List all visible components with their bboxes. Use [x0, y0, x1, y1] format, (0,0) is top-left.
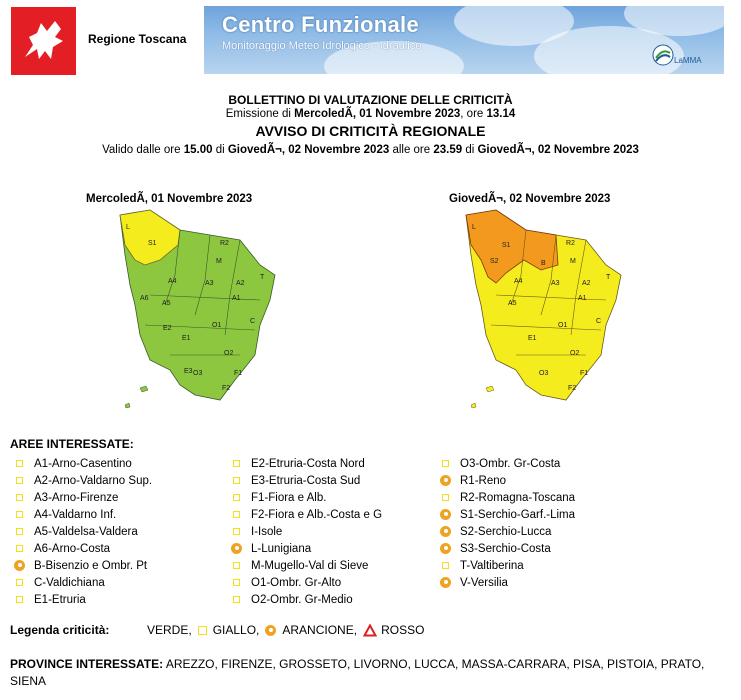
- svg-text:M: M: [216, 258, 222, 265]
- orange-circle-icon: [440, 577, 452, 589]
- area-label: R2-Romagna-Toscana: [460, 491, 576, 504]
- yellow-square-icon: [14, 475, 26, 487]
- area-label: E1-Etruria: [34, 593, 86, 606]
- island: [140, 386, 148, 392]
- validity-line: Valido dalle ore 15.00 di GiovedÃ¬, 02 Novembre 2023 alle ore 23.59 di GiovedÃ¬, 02 Novembre 2023: [102, 144, 639, 156]
- area-label: F1-Fiora e Alb.: [251, 491, 327, 504]
- svg-text:R2: R2: [220, 240, 229, 247]
- yellow-square-icon: [231, 577, 243, 589]
- banner-subtitle: Monitoraggio Meteo Idrologico - Idraulico: [222, 40, 422, 52]
- area-item: [14, 591, 152, 608]
- area-item: [231, 591, 382, 608]
- area-label: T-Valtiberina: [460, 559, 524, 572]
- orange-circle-icon: [440, 475, 452, 487]
- area-label: V-Versilia: [460, 576, 508, 589]
- svg-text:O3: O3: [539, 370, 549, 377]
- lamma-icon: [652, 44, 674, 66]
- svg-text:A2: A2: [236, 280, 245, 287]
- svg-text:A1: A1: [232, 295, 241, 302]
- area-item: [440, 472, 575, 489]
- yellow-square-icon: [231, 492, 243, 504]
- area-item: [14, 523, 152, 540]
- area-label: B-Bisenzio e Ombr. Pt: [34, 559, 148, 572]
- svg-text:C: C: [596, 318, 602, 325]
- svg-text:O1: O1: [212, 322, 222, 329]
- areas-column-2: [231, 455, 382, 608]
- area-item: [231, 506, 382, 523]
- legend-label: Legenda criticità:: [10, 623, 110, 637]
- area-item: [440, 506, 575, 523]
- banner-title: Centro Funzionale: [222, 12, 419, 37]
- svg-text:C: C: [250, 318, 256, 325]
- yellow-square-icon: [14, 543, 26, 555]
- svg-text:A4: A4: [514, 278, 523, 285]
- area-item: [231, 489, 382, 506]
- area-label: A5-Valdelsa-Valdera: [34, 525, 138, 538]
- legend-verde: VERDE,: [147, 623, 192, 637]
- svg-text:E2: E2: [163, 325, 172, 332]
- svg-text:T: T: [606, 274, 611, 281]
- island: [486, 386, 494, 392]
- provinces-list: AREZZO, FIRENZE, GROSSETO, LIVORNO, LUCCA, MASSA-CARRARA, PISA, PISTOIA, PRATO, SIENA: [10, 657, 705, 688]
- yellow-square-icon: [231, 594, 243, 606]
- svg-text:O3: O3: [193, 370, 203, 377]
- svg-text:A5: A5: [508, 300, 517, 307]
- area-label: A2-Arno-Valdarno Sup.: [34, 474, 153, 487]
- legend-items: [147, 623, 424, 637]
- pegasus-icon: [11, 7, 76, 75]
- svg-text:O2: O2: [570, 350, 580, 357]
- orange-circle-icon: [265, 625, 276, 636]
- svg-text:A5: A5: [162, 300, 171, 307]
- area-label: O2-Ombr. Gr-Medio: [251, 593, 353, 606]
- svg-text:B: B: [541, 260, 546, 267]
- yellow-square-icon: [440, 560, 452, 572]
- area-label: E3-Etruria-Costa Sud: [251, 474, 361, 487]
- area-label: A4-Valdarno Inf.: [34, 508, 117, 521]
- svg-text:E1: E1: [182, 335, 191, 342]
- area-item: [231, 523, 382, 540]
- svg-text:T: T: [260, 274, 265, 281]
- lamma-label: LaMMA: [674, 56, 702, 65]
- yellow-square-icon: [231, 560, 243, 572]
- svg-text:S1: S1: [502, 242, 511, 249]
- yellow-square-icon: [14, 492, 26, 504]
- svg-text:F2: F2: [222, 385, 231, 392]
- svg-text:S1: S1: [148, 240, 157, 247]
- svg-text:A2: A2: [582, 280, 591, 287]
- yellow-square-icon: [440, 458, 452, 470]
- yellow-square-icon: [231, 475, 243, 487]
- yellow-square-icon: [14, 526, 26, 538]
- area-label: S2-Serchio-Lucca: [460, 525, 552, 538]
- orange-circle-icon: [440, 543, 452, 555]
- area-item: [231, 557, 382, 574]
- map2-title: GiovedÃ¬, 02 Novembre 2023: [449, 193, 611, 205]
- regione-toscana-logo: [11, 7, 76, 75]
- area-item: [440, 574, 575, 591]
- map-day2: [456, 205, 636, 415]
- centro-funzionale-banner: [204, 6, 724, 74]
- svg-text:A1: A1: [578, 295, 587, 302]
- area-item: [14, 574, 152, 591]
- svg-text:O2: O2: [224, 350, 234, 357]
- area-label: M-Mugello-Val di Sieve: [251, 559, 369, 572]
- yellow-square-icon: [14, 594, 26, 606]
- map1-title: MercoledÃ, 01 Novembre 2023: [86, 193, 253, 205]
- area-item: [14, 455, 152, 472]
- orange-circle-icon: [440, 526, 452, 538]
- svg-text:A3: A3: [205, 280, 214, 287]
- area-label: R1-Reno: [460, 474, 507, 487]
- area-item: [231, 540, 382, 557]
- provinces-line: [10, 656, 710, 690]
- yellow-square-icon: [14, 577, 26, 589]
- svg-text:R2: R2: [566, 240, 575, 247]
- area-item: [231, 472, 382, 489]
- yellow-square-icon: [231, 509, 243, 521]
- area-item: [14, 540, 152, 557]
- warning-title: AVVISO DI CRITICITÀ REGIONALE: [255, 123, 486, 139]
- area-label: L-Lunigiana: [251, 542, 312, 555]
- areas-column-3: [440, 455, 575, 591]
- island: [471, 403, 476, 408]
- area-item: [440, 540, 575, 557]
- lamma-logo: [650, 40, 712, 70]
- area-label: I-Isole: [251, 525, 283, 538]
- orange-circle-icon: [440, 509, 452, 521]
- yellow-square-icon: [231, 458, 243, 470]
- map-day1: [110, 205, 290, 415]
- area-label: A6-Arno-Costa: [34, 542, 111, 555]
- area-item: [440, 557, 575, 574]
- red-triangle-icon: [363, 624, 377, 637]
- svg-text:A4: A4: [168, 278, 177, 285]
- svg-text:M: M: [570, 258, 576, 265]
- yellow-square-icon: [14, 509, 26, 521]
- area-item: [440, 489, 575, 506]
- legend-giallo: GIALLO,: [212, 623, 260, 637]
- area-item: [440, 455, 575, 472]
- area-label: S3-Serchio-Costa: [460, 542, 551, 555]
- area-item: [440, 523, 575, 540]
- svg-text:F1: F1: [580, 370, 589, 377]
- legend-arancione: ARANCIONE,: [282, 623, 358, 637]
- svg-text:L: L: [472, 224, 476, 231]
- svg-text:S2: S2: [490, 258, 499, 265]
- svg-text:E3: E3: [184, 368, 193, 375]
- svg-text:L: L: [126, 224, 130, 231]
- svg-text:E1: E1: [528, 335, 537, 342]
- area-item: [14, 506, 152, 523]
- areas-column-1: [14, 455, 152, 608]
- svg-text:A3: A3: [551, 280, 560, 287]
- area-label: C-Valdichiana: [34, 576, 105, 589]
- yellow-square-icon: [440, 492, 452, 504]
- area-label: F2-Fiora e Alb.-Costa e G: [251, 508, 383, 521]
- emission-line: Emissione di MercoledÃ, 01 Novembre 2023, ore 13.14: [225, 108, 516, 120]
- area-item: [14, 472, 152, 489]
- orange-circle-icon: [14, 560, 26, 572]
- legend-rosso: ROSSO: [381, 623, 425, 637]
- svg-text:F1: F1: [234, 370, 243, 377]
- area-label: E2-Etruria-Costa Nord: [251, 457, 365, 470]
- area-label: O1-Ombr. Gr-Alto: [251, 576, 342, 589]
- bulletin-title: BOLLETTINO DI VALUTAZIONE DELLE CRITICITÀ: [228, 93, 513, 107]
- area-label: O3-Ombr. Gr-Costa: [460, 457, 561, 470]
- area-item: [14, 489, 152, 506]
- svg-text:O1: O1: [558, 322, 568, 329]
- area-item: [231, 574, 382, 591]
- areas-heading: AREE INTERESSATE:: [10, 437, 134, 451]
- svg-text:F2: F2: [568, 385, 577, 392]
- yellow-square-icon: [198, 626, 207, 635]
- provinces-label: PROVINCE INTERESSATE:: [10, 657, 164, 671]
- area-label: A3-Arno-Firenze: [34, 491, 119, 504]
- svg-text:A6: A6: [140, 295, 149, 302]
- orange-circle-icon: [231, 543, 243, 555]
- region-name: Regione Toscana: [88, 32, 187, 46]
- area-item: [231, 455, 382, 472]
- area-label: A1-Arno-Casentino: [34, 457, 132, 470]
- yellow-square-icon: [14, 458, 26, 470]
- area-label: S1-Serchio-Garf.-Lima: [460, 508, 576, 521]
- island: [125, 403, 130, 408]
- area-item: [14, 557, 152, 574]
- yellow-square-icon: [231, 526, 243, 538]
